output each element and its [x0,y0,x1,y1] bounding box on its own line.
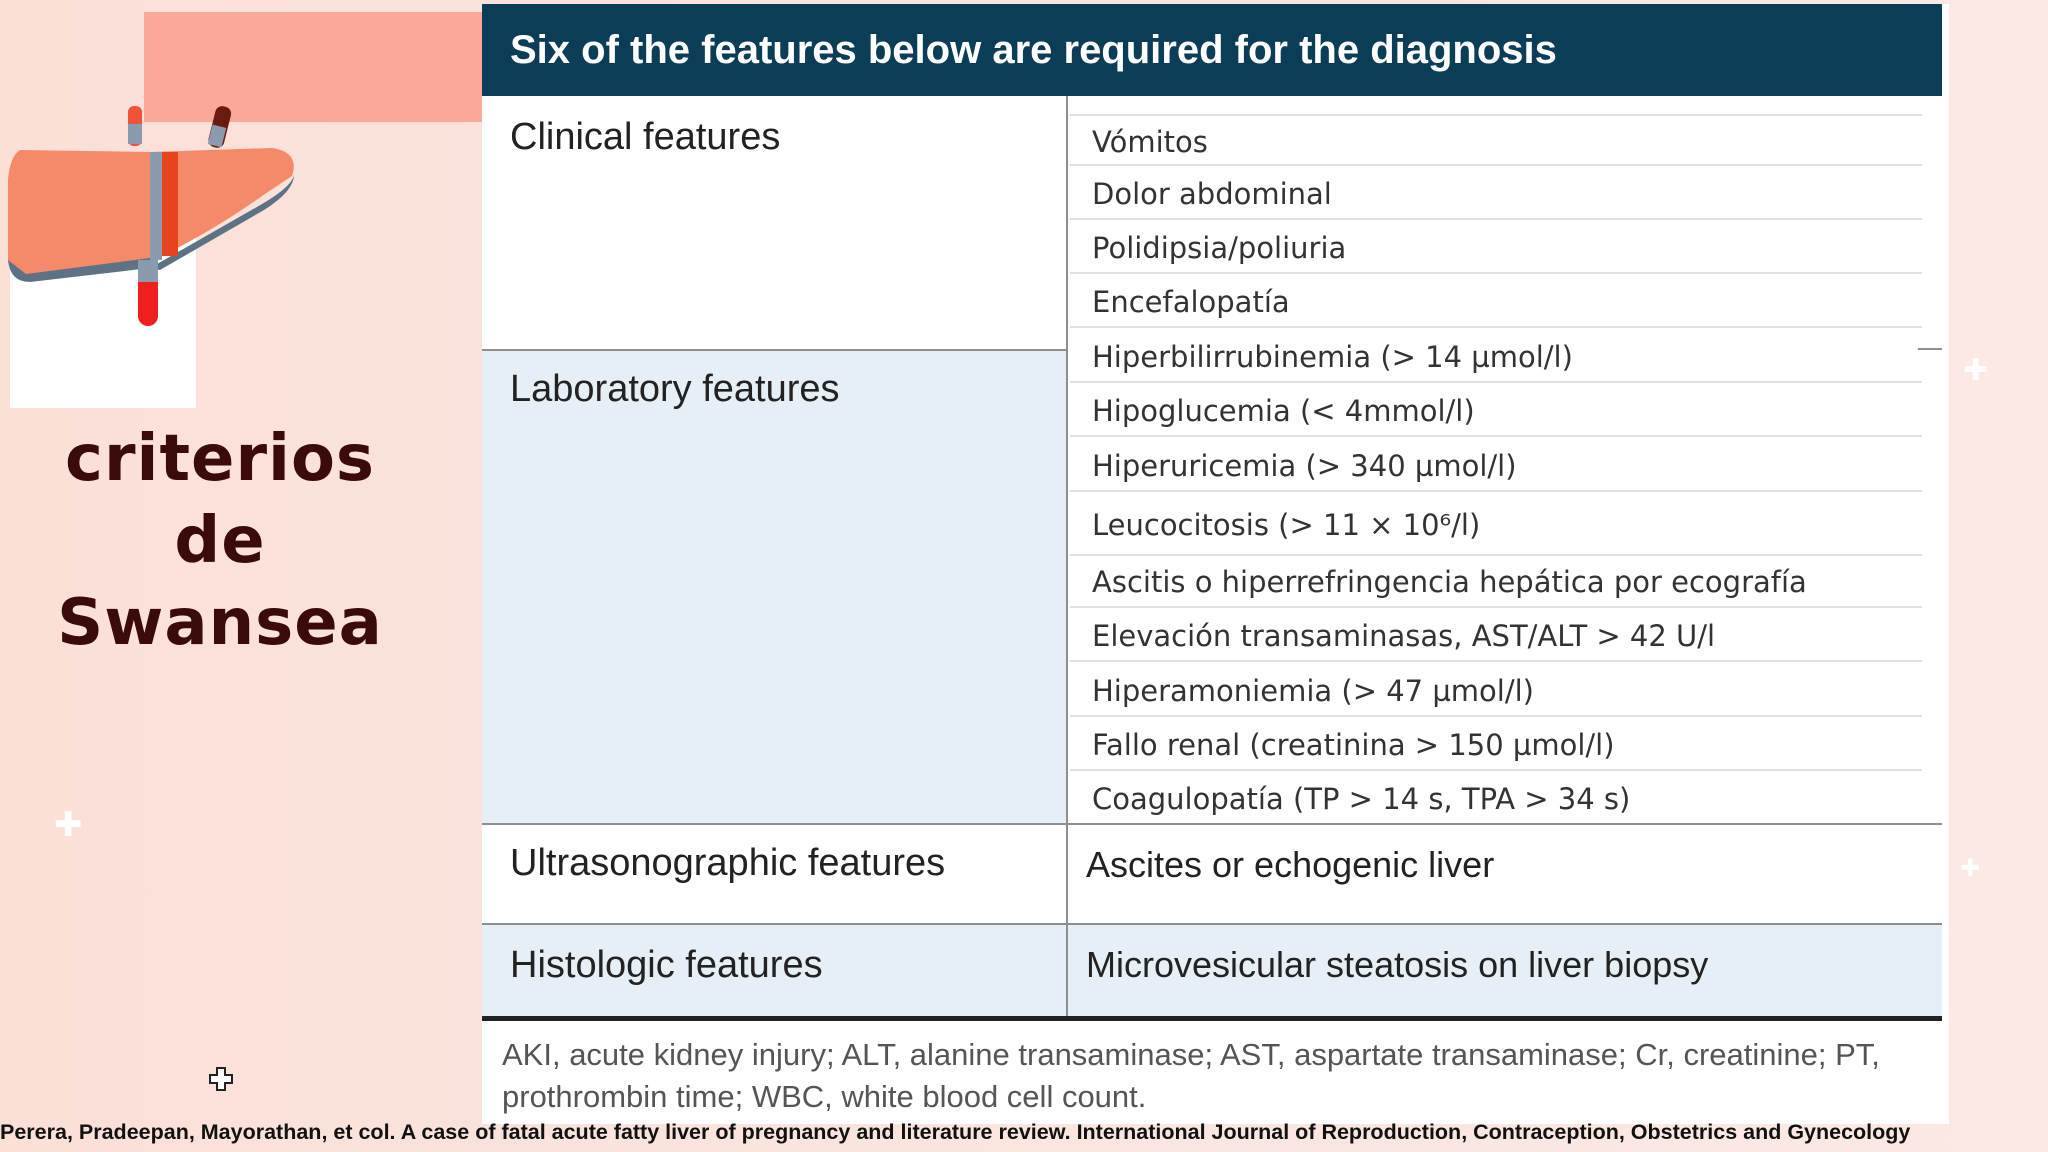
list-item: Hiperuricemia (> 340 µmol/l) [1070,440,1922,492]
feature-label-histologic: Histologic features [510,944,823,986]
row-divider [482,349,1066,351]
list-item: Coagulopatía (TP > 14 s, TPA > 34 s) [1070,773,1922,825]
slide-title-line2: Swansea [57,586,383,660]
move-cursor-icon[interactable] [208,1066,234,1092]
feature-label-ultrasonographic: Ultrasonographic features [510,842,946,884]
list-item: Polidipsia/poliuria [1070,222,1922,274]
feature-label-clinical: Clinical features [510,116,781,158]
list-item: Hiperbilirrubinemia (> 14 µmol/l) [1070,331,1922,383]
slide-title [20,418,420,664]
sparkle-icon: ✚ [1960,854,1981,882]
histologic-value: Microvesicular steatosis on liver biopsy [1086,944,1709,985]
column-divider [1066,96,1068,1018]
list-item: Dolor abdominal [1070,168,1922,220]
row-divider [482,923,1942,925]
table-footnote: AKI, acute kidney injury; ALT, alanine transaminase; AST, aspartate transaminase; Cr, creatinine; PT, prothrombin time; WBC, white blood cell count. [502,1037,1880,1114]
list-item: Hiperamoniemia (> 47 µmol/l) [1070,665,1922,717]
sparkle-icon: ✚ [1963,353,1989,388]
list-item: Elevación transaminasas, AST/ALT > 42 U/l [1070,610,1922,662]
list-item: Leucocitosis (> 11 × 10⁶/l) [1070,494,1922,556]
list-item: Vómitos [1070,114,1922,166]
row-divider [482,823,1942,825]
table-bottom-rule [482,1016,1942,1021]
table-header: Six of the features below are required for the diagnosis [482,4,1942,96]
list-item: Fallo renal (creatinina > 150 µmol/l) [1070,719,1922,771]
citation: Perera, Pradeepan, Mayorathan, et col. A case of fatal acute fatty liver of pregnancy and literature review. International Journal of Reproduction, Contraception, Obstetrics and Gynecology [0,1120,1911,1144]
row-divider [1918,348,1942,350]
list-item: Hipoglucemia (< 4mmol/l) [1070,385,1922,437]
diagnostic-criteria-table [482,4,1949,1124]
list-item: Ascitis o hiperrefringencia hepática por ecografía [1070,556,1922,608]
feature-label-laboratory: Laboratory features [510,368,840,410]
laboratory-row-bg [482,350,1066,824]
sparkle-icon: ✚ [54,805,83,845]
liver-illustration [0,100,310,340]
slide-title-line1: criterios de [65,422,375,578]
list-item: Encefalopatía [1070,276,1922,328]
ultrasonographic-value: Ascites or echogenic liver [1086,844,1495,885]
